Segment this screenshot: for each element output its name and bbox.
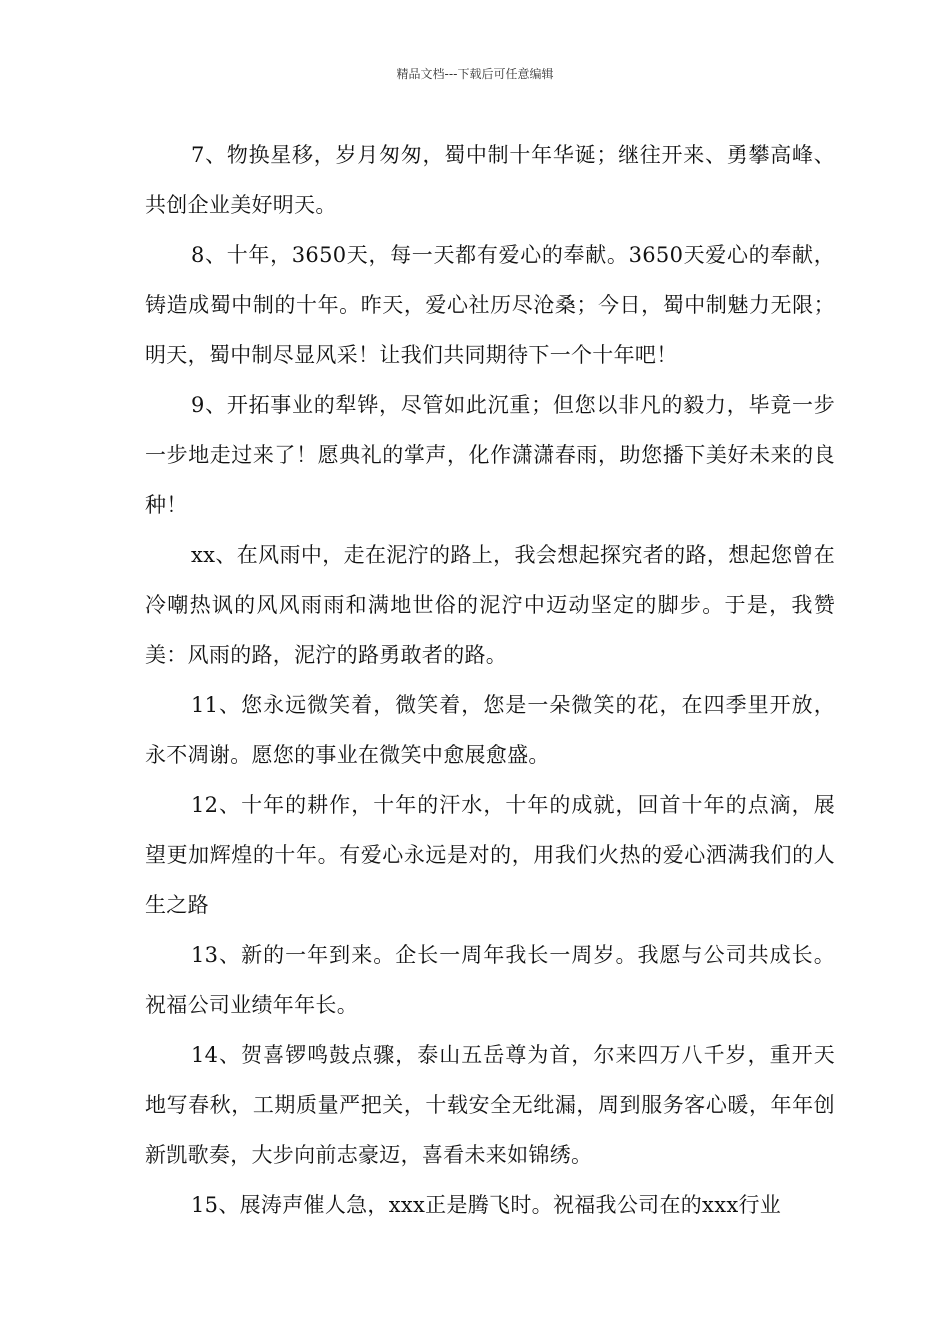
paragraph-15: 15、展涛声催人急，xxx正是腾飞时。祝福我公司在的xxx行业 (191, 1193, 782, 1217)
paragraph-7: 7、物换星移，岁月匆匆，蜀中制十年华诞；继往开来、勇攀高峰、共创企业美好明天。 (145, 143, 835, 217)
paragraph-11: 11、您永远微笑着，微笑着，您是一朵微笑的花，在四季里开放，永不凋谢。愿您的事业在微笑中愈展愈盛。 (145, 693, 835, 767)
paragraph-13: 13、新的一年到来。企长一周年我长一周岁。我愿与公司共成长。祝福公司业绩年年长。 (145, 943, 835, 1017)
paragraph-14: 14、贺喜锣鸣鼓点骤，泰山五岳尊为首，尔来四万八千岁，重开天地写春秋，工期质量严把关，十载安全无纰漏，周到服务客心暖，年年创新凯歌奏，大步向前志豪迈，喜看未来如锦绣。 (145, 1043, 835, 1167)
document-body (145, 130, 835, 1230)
page-header: 精品文档---下载后可任意编辑 (396, 67, 554, 81)
paragraph-9: 9、开拓事业的犁铧，尽管如此沉重；但您以非凡的毅力，毕竟一步一步地走过来了！愿典礼的掌声，化作潇潇春雨，助您播下美好未来的良种！ (145, 393, 835, 517)
paragraph-10: xx、在风雨中，走在泥泞的路上，我会想起探究者的路，想起您曾在冷嘲热讽的风风雨雨和满地世俗的泥泞中迈动坚定的脚步。于是，我赞美：风雨的路，泥泞的路勇敢者的路。 (145, 543, 835, 667)
paragraph-12: 12、十年的耕作，十年的汗水，十年的成就，回首十年的点滴，展望更加辉煌的十年。有爱心永远是对的，用我们火热的爱心洒满我们的人生之路 (145, 793, 835, 917)
paragraph-8: 8、十年，3650天，每一天都有爱心的奉献。3650天爱心的奉献，铸造成蜀中制的十年。昨天，爱心社历尽沧桑；今日，蜀中制魅力无限；明天，蜀中制尽显风采！让我们共同期待下一个十年吧！ (145, 243, 835, 367)
